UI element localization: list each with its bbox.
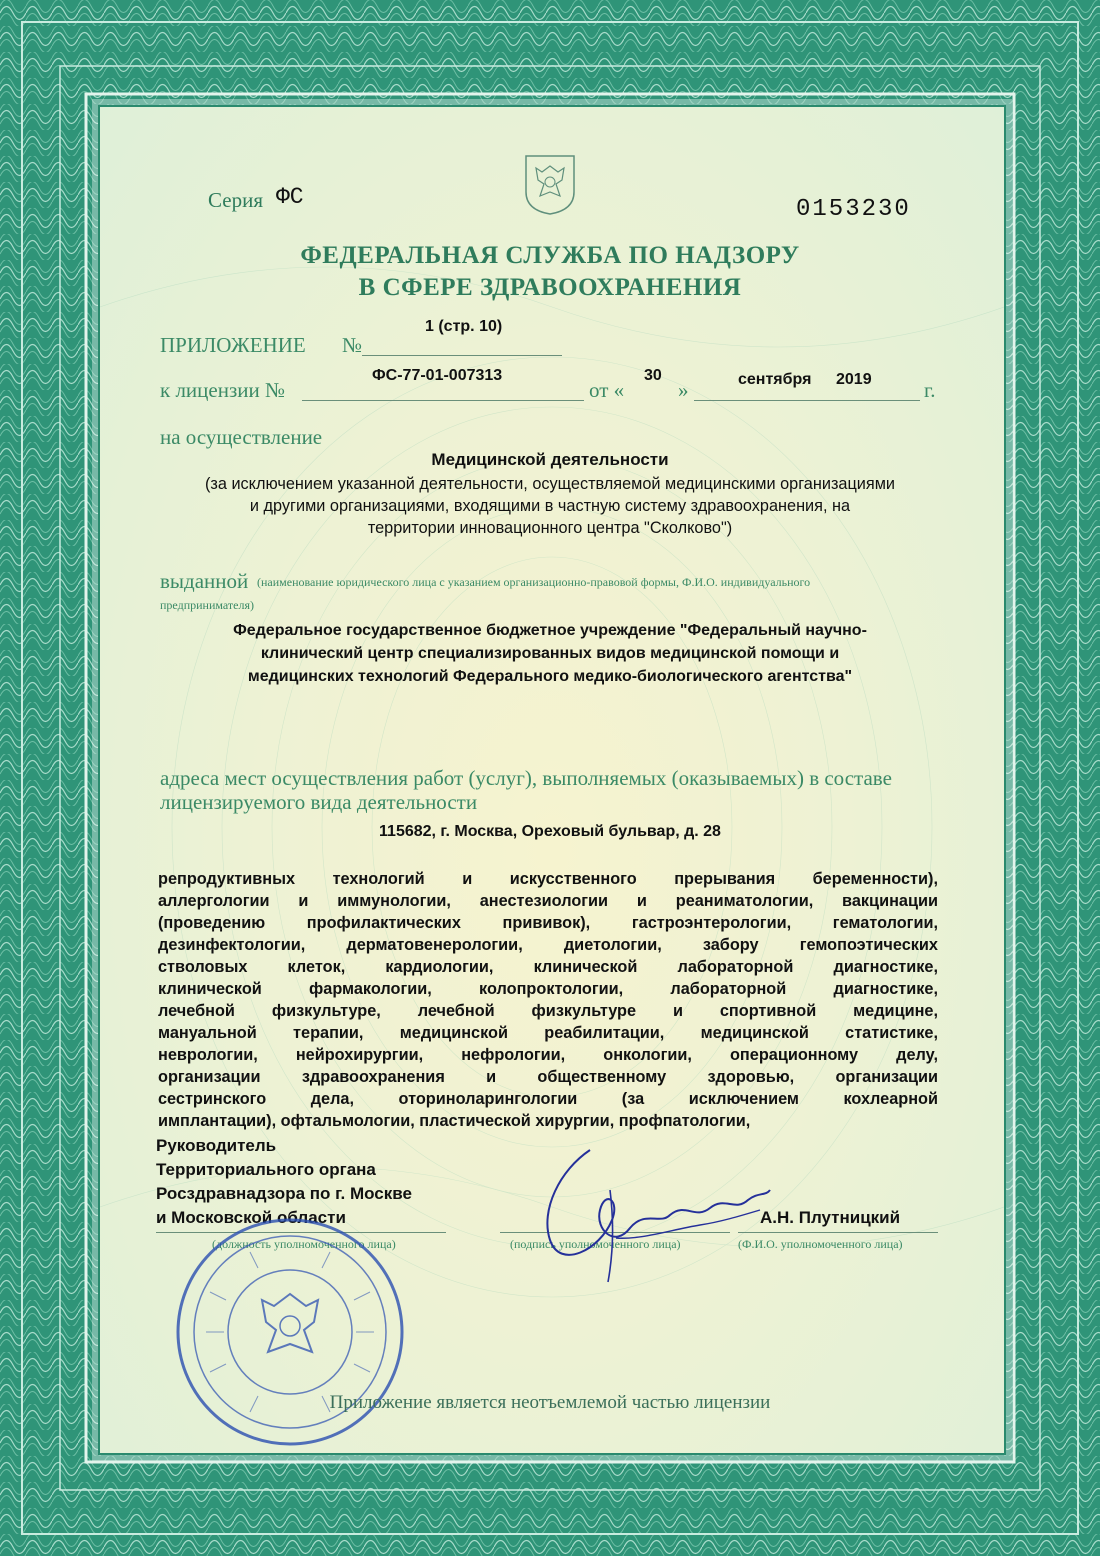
- series-label: Серия: [208, 188, 263, 212]
- services-line: лечебной физкультуре, лечебной физкультуре и спортивной медицине,: [158, 1002, 938, 1020]
- signatory-title-line: Росздравнадзора по г. Москве: [156, 1184, 412, 1203]
- services-line: (проведению профилактических прививок), гастроэнтерологии, гематологии,: [158, 914, 938, 932]
- license-quote-close: »: [678, 378, 689, 402]
- caption-position: (должность уполномоченного лица): [212, 1237, 396, 1251]
- signatory-title-line: и Московской области: [156, 1208, 346, 1227]
- signatory-name: А.Н. Плутницкий: [760, 1208, 901, 1227]
- license-day: 30: [644, 367, 662, 384]
- activity-desc-line1: (за исключением указанной деятельности, осуществляемой медицинскими организациями: [204, 475, 895, 493]
- activity-label: на осуществление: [160, 425, 323, 449]
- services-line: неврологии, нейрохирургии, нефрологии, онкологии, операционному делу,: [158, 1046, 938, 1064]
- appendix-value: 1 (стр. 10): [425, 318, 503, 335]
- appendix-label: ПРИЛОЖЕНИЕ: [160, 333, 306, 357]
- signatory-title-line: Территориального органа: [156, 1160, 376, 1179]
- services-block: [158, 868, 938, 1132]
- services-line: имплантации), офтальмологии, пластической хирургии, профпатологии,: [158, 1112, 751, 1130]
- license-date-underline: [694, 400, 920, 401]
- services-line: стволовых клеток, кардиологии, клинической лабораторной диагностике,: [158, 958, 938, 976]
- license-from-label: от «: [589, 378, 625, 402]
- issued-label: выданной: [160, 569, 249, 593]
- services-line: сестринского дела, оториноларингологии (за исключением кохлеарной: [158, 1090, 938, 1108]
- handwritten-signature: [520, 1130, 780, 1290]
- license-number-underline: [302, 400, 584, 401]
- agency-title-line2: В СФЕРЕ ЗДРАВООХРАНЕНИЯ: [358, 274, 742, 301]
- agency-title-line1: ФЕДЕРАЛЬНАЯ СЛУЖБА ПО НАДЗОРУ: [300, 242, 800, 269]
- activity-title: Медицинской деятельности: [431, 450, 669, 469]
- license-year-suffix: г.: [924, 378, 936, 402]
- appendix-no-sign: №: [342, 333, 363, 357]
- services-line: клинической фармакологии, колопроктологии, лабораторной диагностике,: [158, 980, 938, 998]
- coat-of-arms-icon: [522, 152, 578, 216]
- address-label-line2: лицензируемого вида деятельности: [160, 790, 478, 814]
- official-seal-icon: [170, 1212, 410, 1452]
- signatory-title-line: Руководитель: [156, 1136, 277, 1155]
- address-label-line1: адреса мест осуществления работ (услуг), выполняемых (оказываемых) в составе: [160, 766, 892, 790]
- services-line: дезинфектологии, дерматовенерологии, диетологии, забору гемопоэтических: [158, 936, 938, 954]
- form-number: 0153230: [796, 196, 911, 223]
- issued-org-line3: медицинских технологий Федерального медико-биологического агентства": [247, 668, 853, 685]
- activity-desc-line2: и другими организациями, входящими в частную систему здравоохранения, на: [249, 497, 851, 515]
- services-line: аллергологии и иммунологии, анестезиологии и реаниматологии, вакцинации: [158, 892, 938, 910]
- issued-note-line2: предпринимателя): [160, 598, 254, 612]
- services-line: репродуктивных технологий и искусственного прерывания беременности),: [158, 870, 938, 888]
- license-number: ФС-77-01-007313: [372, 367, 503, 384]
- license-year: 2019: [836, 371, 872, 388]
- footer-note: Приложение является неотъемлемой частью лицензии: [329, 1392, 771, 1413]
- caption-signature: (подпись уполномоченного лица): [510, 1237, 681, 1251]
- services-line: организации здравоохранения и общественному здоровью, организации: [158, 1068, 938, 1086]
- caption-name: (Ф.И.О. уполномоченного лица): [738, 1237, 903, 1251]
- issued-note-line1: (наименование юридического лица с указанием организационно-правовой формы, Ф.И.О. индивидуального: [257, 575, 811, 589]
- series-code: ФС: [276, 184, 304, 210]
- license-month: сентября: [738, 371, 812, 388]
- issued-org-line2: клинический центр специализированных видов медицинской помощи и: [260, 645, 840, 662]
- appendix-underline: [362, 355, 562, 356]
- license-label: к лицензии №: [160, 378, 286, 402]
- services-line: мануальной терапии, медицинской реабилитации, медицинской статистике,: [158, 1024, 938, 1042]
- activity-desc-line3: территории инновационного центра "Сколково"): [367, 519, 733, 537]
- address-value: 115682, г. Москва, Ореховый бульвар, д. 28: [379, 823, 721, 840]
- issued-org-line1: Федеральное государственное бюджетное учреждение "Федеральный научно-: [233, 622, 867, 639]
